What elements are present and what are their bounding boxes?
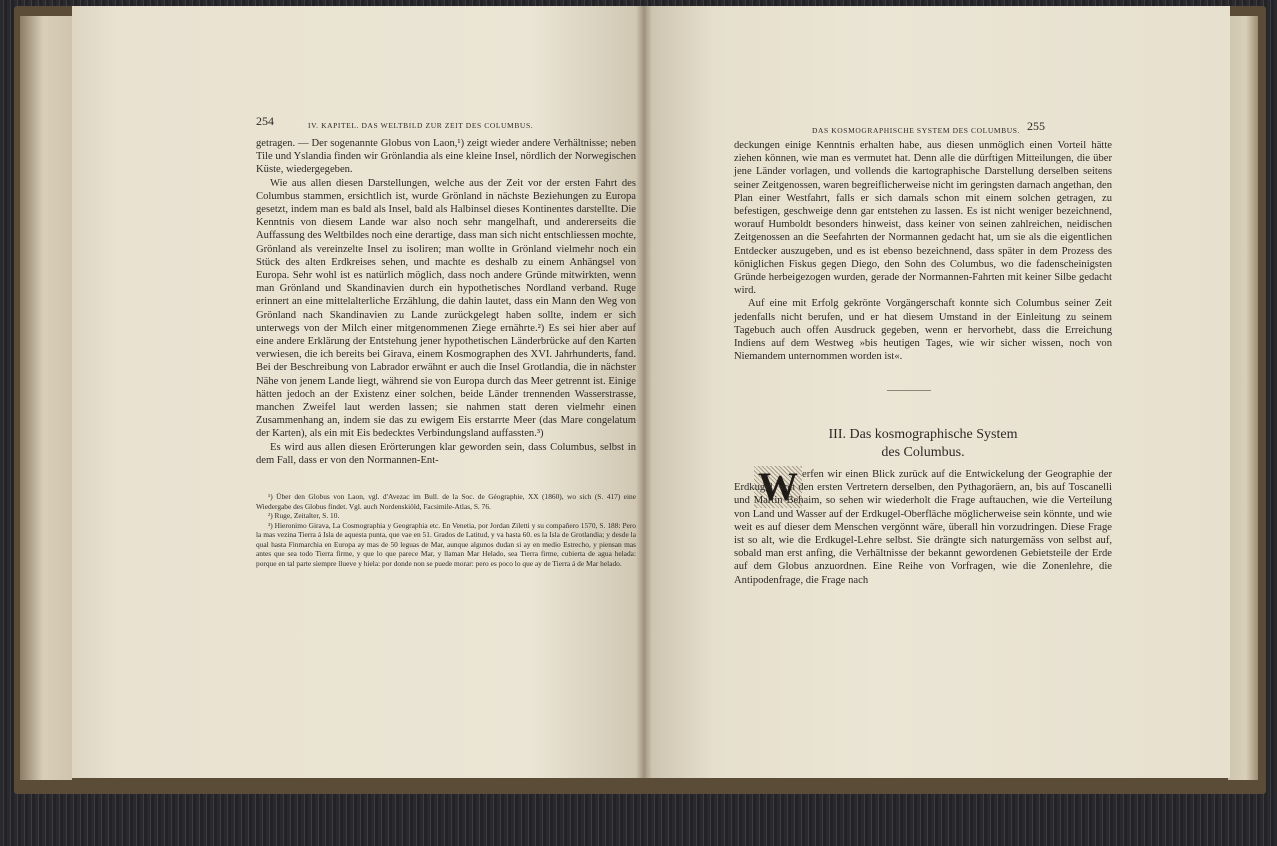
section-body-text: erfen wir einen Blick zurück auf die Entwickelung der Geographie der Erdkugel, von den ersten Vertretern derselben, den Pythagoräern, an, bis auf Toscanelli und Martin Behaim, so sehen wir wiederholt die Frage auftauchen, wie die Verteilung von Land und Wasser auf der Erdkugel-Oberfläche möglicherweise sein könnte, und wie weit es auf dieser dem Menschen vergönnt wäre, überall hin vorzudringen. Diese Frage ist so alt, wie die Erdkugel-Lehre selbst. Sie drängte sich naturgemäss von selbst auf, sobald man erst anfing, die Verhältnisse der bekannt gewordenen Gebietsteile der Erde auf dem Globus anzuordnen. Eine Reihe von Vorfragen, wie die Zonenlehre, die Antipodenfrage, die Frage nach <box>734 469 1112 586</box>
section-title-line: des Columbus. <box>881 445 965 460</box>
paragraph: Wie aus allen diesen Darstellungen, welche aus der Zeit vor der ersten Fahrt des Columbus stammen, ersichtlich ist, wurde Grönland in nächste Beziehungen zu Europa gesetzt, indem man es bald als Insel, bald als Halbinsel dieses Kontinentes darstellte. Die Kenntnis von diesem Lande war also noch sehr mangelhaft, und andererseits die Auffassung des Weltbildes noch eine derartige, dass man sich nicht entschliessen mochte, Grönland als vereinzelte Insel zu isoliren; man wollte in Grönland vielmehr noch ein Stück des alten Erdkreises sehen, und machte es deshalb zu einem Anhängsel von Europa. Sehr wohl ist es natürlich möglich, dass noch andere Gründe mitwirkten, wenn man Grönland und Skandinavien durch ein hypothetisches Nordland verband. Ruge erinnert an eine mittelalterliche Erzählung, die dahin lautet, dass ein Mann den Weg von Grönland nach Skandinavien zu Lande zurückgelegt haben sollte, indem er sich unterwegs von der Milch einer mitgenommenen Ziege ernährte.²) Es sei hier aber auf eine andere Erklärung der Entstehung jener hypothetischen Länderbrücke auf den Karten verwiesen, die ich bereits bei Girava, einem Kosmographen des XVI. Jahrhunderts, fand. Bei der Beschreibung von Labrador erwähnt er auch die Insel Grotlandia, die in nächster Nähe von jenem Lande liegt, während sie von Europa durch das Meer getrennt ist. Einige hätten jedoch an der Existenz einer solchen, beide Länder trennenden Wasserstrasse, manchen Zweifel laut werden lassen; sie nahmen statt deren vielmehr einen Zusammenhang an, indem sie das zu ewigem Eis erstarrte Meer (das Mare congelatum der Karten), als ein mit Eis bedecktes Verbindungsland auffassten.³) <box>256 177 636 440</box>
right-page-edges <box>1228 16 1258 780</box>
section-divider <box>887 390 931 391</box>
paragraph: getragen. — Der sogenannte Globus von Laon,¹) zeigt wieder andere Verhältnisse; neben Tile und Yslandia finden wir Grönlandia als eine kleine Insel, nördlich der Norwegischen Küste, wiedergegeben. <box>256 138 636 176</box>
footnotes <box>256 492 636 568</box>
right-page <box>644 6 1230 778</box>
book-gutter <box>636 6 652 778</box>
paragraph: Es wird aus allen diesen Erörterungen klar geworden sein, dass Columbus, selbst in dem Fall, dass er von den Normannen-Ent- <box>256 441 636 466</box>
paragraph: Auf eine mit Erfolg gekrönte Vorgängerschaft konnte sich Columbus seiner Zeit jedenfalls nicht berufen, und er hat diesem Umstand in der Einleitung zu seinem Tagebuch auch offen Ausdruck gegeben, wenn er hervorhebt, dass die Erreichung Indiens auf dem Westweg »bis heutigen Tages, wie wir sicher wissen, noch von Niemandem unternommen worden ist«. <box>734 298 1112 363</box>
section-title-line: III. Das kosmographische System <box>828 427 1018 442</box>
paragraph: deckungen einige Kenntnis erhalten habe, aus diesen unmöglich einen Vorteil hätte ziehen können, wie man es vermutet hat. Denn alle die dürftigen Mitteilungen, die über jene Länder vorlagen, und vollends die kartographische Darstellung derselben seitens seiner Zeitgenossen, waren begreiflicherweise nicht im geringsten darnach angethan, den Plan einer Westfahrt, falls er sich damals schon mit einem solchen getragen, zu befestigen, geschweige denn gar entstehen zu lassen. Es ist nicht weniger bezeichnend, worauf Humboldt besonders hinweist, dass keiner von seinen zahlreichen, neidischen Zeitgenossen an die Seefahrten der Normannen gedacht hat, um sie als die eigentlichen Entdecker auszugeben, und es ist ebenso bezeichnend, dass später in dem Prozess des königlichen Fiskus gegen Diego, den Sohn des Columbus, wo die fadenscheinigsten Gründe herbeigezogen wurden, gerade der Normannen-Fahrten mit keiner Silbe gedacht wird. <box>734 140 1112 297</box>
right-page-number: 255 <box>1027 119 1045 133</box>
left-page <box>72 6 644 778</box>
section-title <box>734 426 1112 462</box>
footnote: ²) Ruge, Zeitalter, S. 10. <box>268 511 340 520</box>
footnote: ¹) Über den Globus von Laon, vgl. d'Avezac im Bull. de la Soc. de Géographie, XX (1860), wo sich (S. 417) eine Wiedergabe des Globus findet. Vgl. auch Nordenskiöld, Facsimile-Atlas, S. 76. <box>256 492 636 511</box>
right-body-text <box>734 139 1112 363</box>
footnote: ³) Hieronimo Girava, La Cosmographia y Geographia etc. En Venetia, por Jordan Ziletti y su compañero 1570, S. 188: Pero la mas vezina Tierra á Isla de aquesta punta, que vae en 51. Grados de Latitud, y va hasta 60. es la Isla de Grotlandia; y desde la qual hasta Finmarchia en Europa ay mas de 50 leguas de Mar, aunque algunos dudan si ay en medio Estrecho, y piensan mas antes que sea todo Tierra firme, y que lo que parece Mar, y llaman Mar Helado, sea Tierra firme, cubierta de agua helada: porque en tal parte siempre llueve y hiela: por donde non se puede morar: pero es poco lo que ay de Tierra á de Mar helado. <box>256 520 636 568</box>
right-running-head: DAS KOSMOGRAPHISCHE SYSTEM DES COLUMBUS. <box>812 126 1020 135</box>
left-page-edges <box>20 16 72 780</box>
left-page-number: 254 <box>256 114 274 128</box>
left-body-text <box>256 137 636 467</box>
drop-initial: W <box>754 466 802 508</box>
left-running-head: IV. KAPITEL. DAS WELTBILD ZUR ZEIT DES COLUMBUS. <box>308 121 534 130</box>
